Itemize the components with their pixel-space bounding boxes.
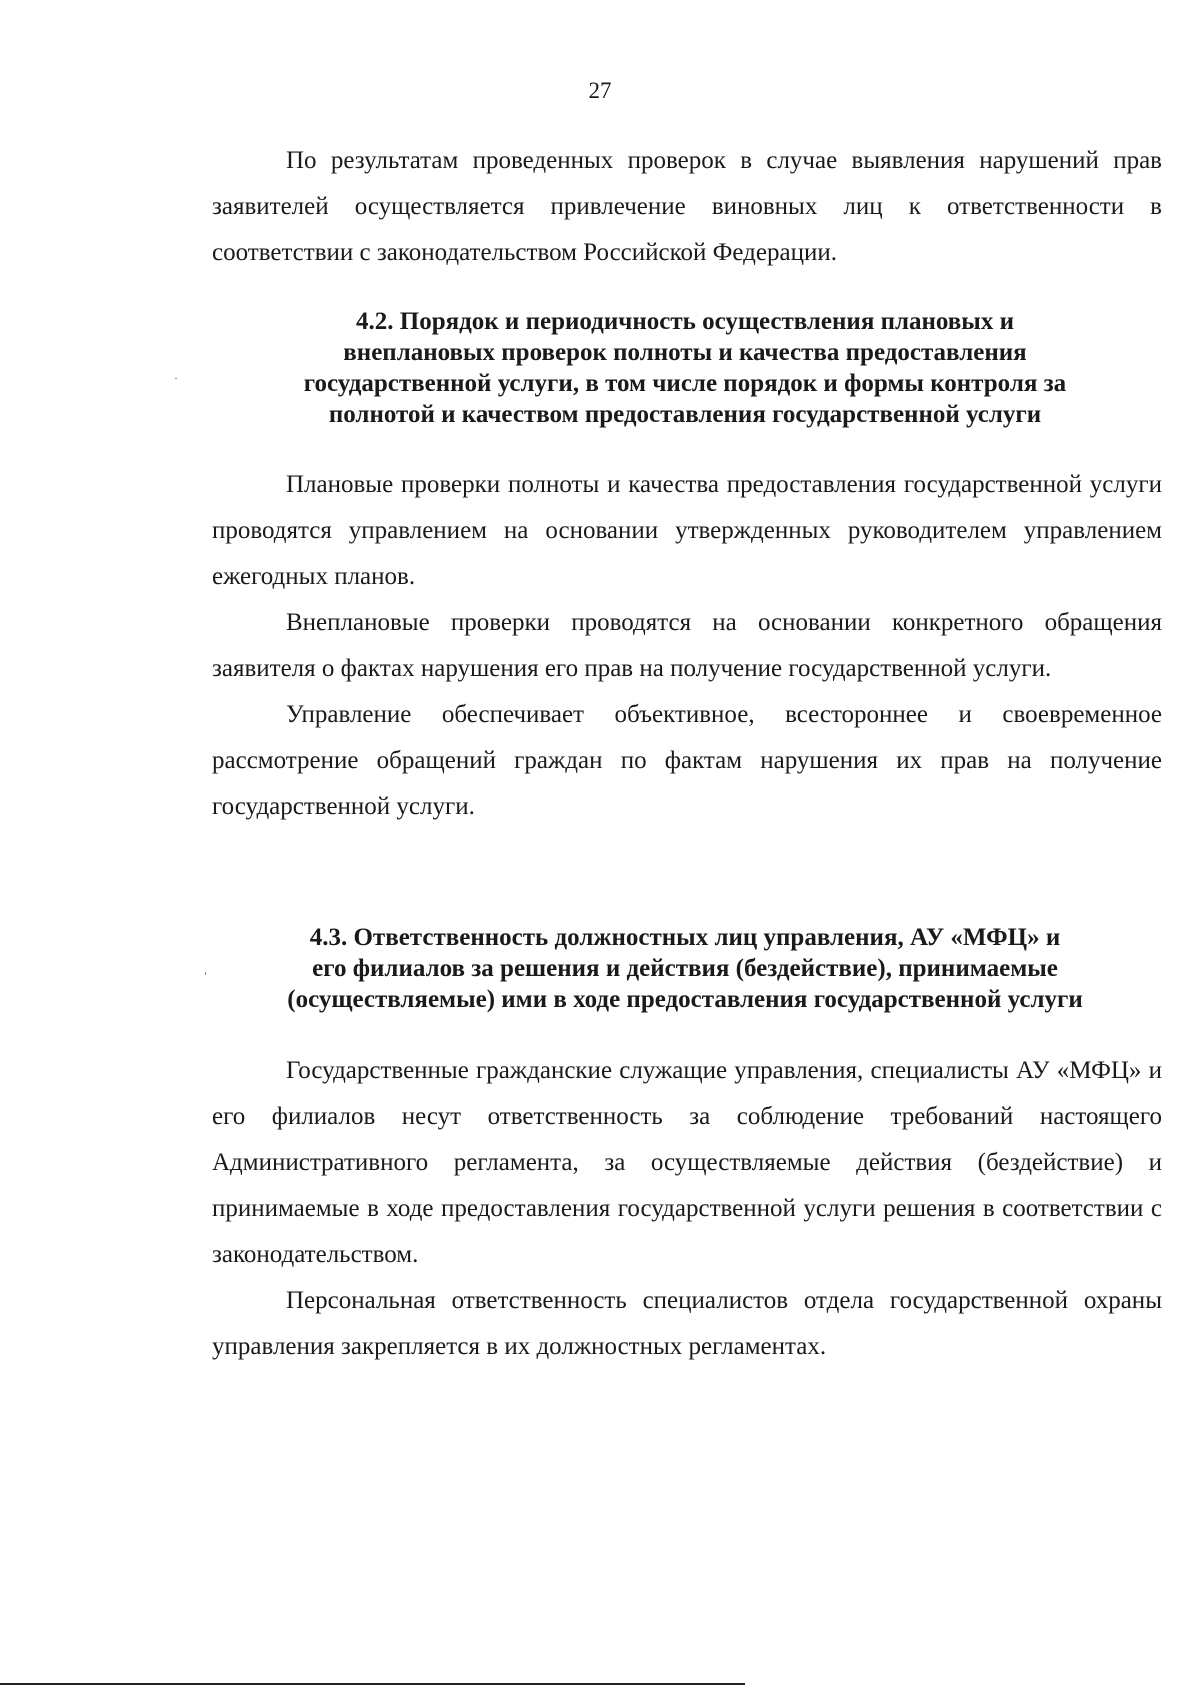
- section-4-2-heading: [200, 306, 1170, 430]
- section-4-3-heading: [200, 922, 1170, 1015]
- paragraph-unplanned-checks: Внеплановые проверки проводятся на основании конкретного обращения заявителя о фактах нарушения его прав на получение государственной услуги.: [212, 609, 1162, 682]
- heading-line: внеплановых проверок полноты и качества предоставления: [343, 339, 1027, 366]
- scan-speck: [175, 378, 177, 379]
- bottom-scan-edge: [0, 1683, 745, 1685]
- heading-line: государственной услуги, в том числе порядок и формы контроля за: [303, 370, 1067, 397]
- scan-speck: [205, 972, 206, 975]
- heading-line: (осуществляемые) ими в ходе предоставления государственной услуги: [287, 986, 1083, 1013]
- heading-line: 4.3. Ответственность должностных лиц управления, АУ «МФЦ» и: [309, 924, 1061, 951]
- heading-line: его филиалов за решения и действия (бездействие), принимаемые: [312, 955, 1058, 982]
- heading-line: полнотой и качеством предоставления государственной услуги: [328, 401, 1042, 428]
- paragraph-personal-responsibility: Персональная ответственность специалистов отдела государственной охраны управления закрепляется в их должностных регламентах.: [212, 1287, 1162, 1360]
- section-4-3-body: [212, 1048, 1162, 1370]
- paragraph-responsibility: Государственные гражданские служащие управления, специалисты АУ «МФЦ» и его филиалов несут ответственность за соблюдение требований настоящего Административного регламента, за осуществляемые действия (бездействие) и принимаемые в ходе предоставления государственной услуги решения в соответствии с законодательством.: [212, 1057, 1162, 1268]
- paragraph-management-review: Управление обеспечивает объективное, всестороннее и своевременное рассмотрение обращений граждан по фактам нарушения их прав на получение государственной услуги.: [212, 701, 1162, 820]
- heading-line: 4.2. Порядок и периодичность осуществления плановых и: [356, 308, 1014, 335]
- paragraph-planned-checks: Плановые проверки полноты и качества предоставления государственной услуги проводятся управлением на основании утвержденных руководителем управлением ежегодных планов.: [212, 471, 1162, 590]
- section-4-2-body: [212, 462, 1162, 830]
- intro-block: [212, 138, 1162, 276]
- page-number: 27: [588, 78, 612, 103]
- intro-paragraph: По результатам проведенных проверок в случае выявления нарушений прав заявителей осуществляется привлечение виновных лиц к ответственности в соответствии с законодательством Российской Федерации.: [212, 147, 1162, 266]
